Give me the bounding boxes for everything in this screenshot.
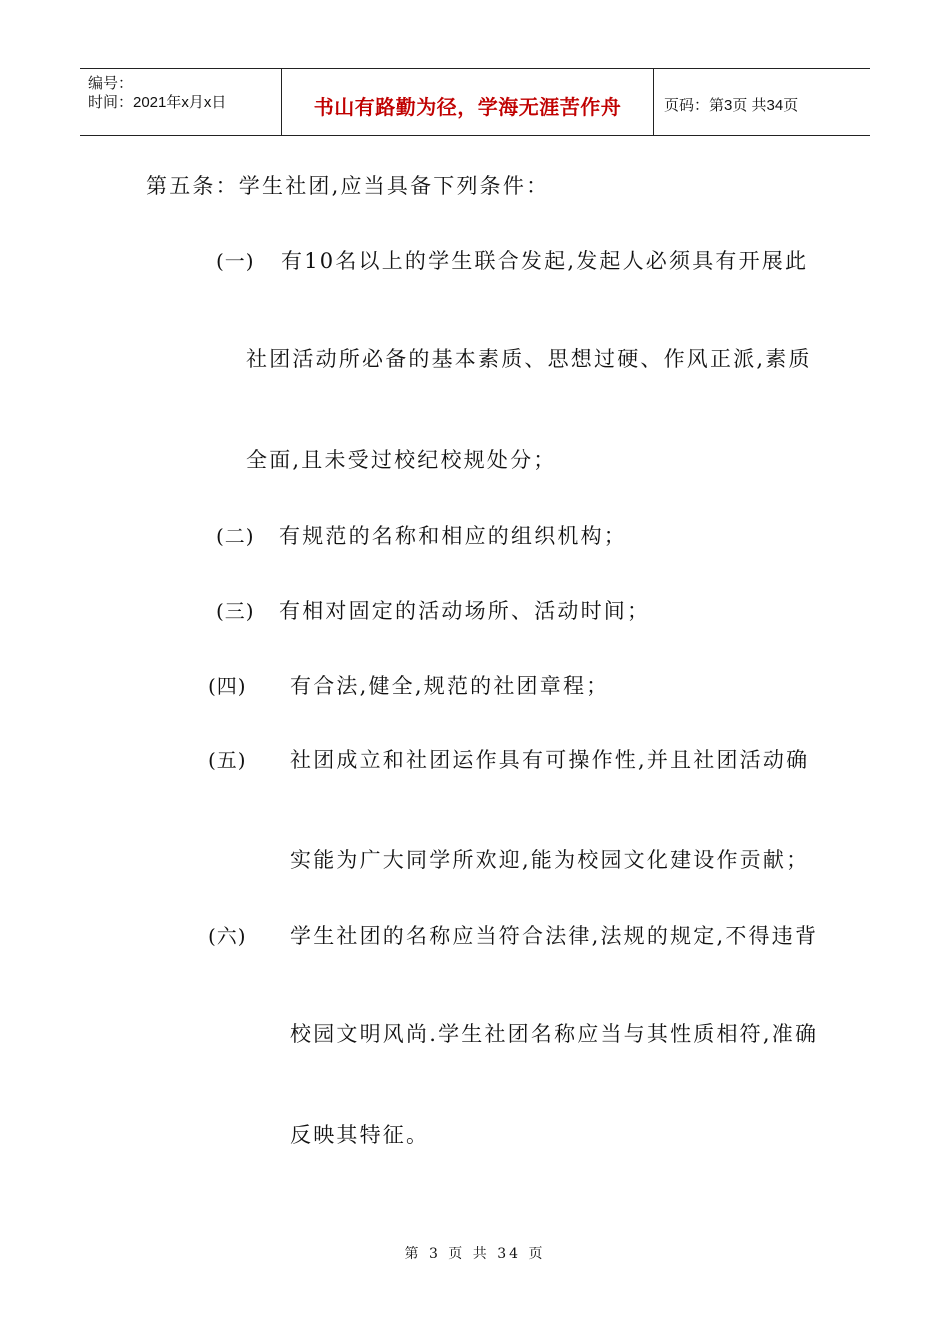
header-meta-cell [80, 69, 282, 135]
header-motto: 书山有路勤为径，学海无涯苦作舟 [313, 94, 622, 119]
item-text-line: 社团活动所必备的基本素质、思想过硬、作风正派,素质 [246, 347, 812, 371]
article-heading: 第五条：学生社团,应当具备下列条件： [146, 174, 550, 198]
item-marker: (一) [216, 249, 255, 273]
item-text-line: 有合法,健全,规范的社团章程； [290, 674, 610, 698]
item-text-line: 实能为广大同学所欢迎,能为校园文化建设作贡献； [290, 848, 810, 872]
header-page-cell [654, 69, 870, 135]
item-marker: (三) [216, 599, 255, 623]
document-date-label: 时间：2021年x月x日 [88, 94, 227, 111]
item-text-line: 有相对固定的活动场所、活动时间； [279, 599, 651, 623]
item-text-line: 反映其特征。 [290, 1123, 430, 1147]
item-marker: (四) [208, 674, 247, 698]
page-footer: 第 3 页 共 34 页 [404, 1246, 546, 1262]
item-text-line: 有10名以上的学生联合发起,发起人必须具有开展此 [281, 249, 809, 273]
item-marker: (二) [216, 524, 255, 548]
item-text-line: 全面,且未受过校纪校规处分； [246, 448, 557, 472]
header-page-code: 页码：第3页 共34页 [664, 96, 799, 114]
item-text-line: 校园文明风尚.学生社团名称应当与其性质相符,准确 [290, 1022, 819, 1046]
item-text-line: 有规范的名称和相应的组织机构； [279, 524, 627, 548]
document-number-label: 编号： [88, 75, 134, 92]
item-text-line: 学生社团的名称应当符合法律,法规的规定,不得违背 [290, 924, 819, 948]
item-marker: (六) [208, 924, 247, 948]
header-motto-cell [282, 69, 654, 135]
item-marker: (五) [208, 748, 247, 772]
item-text-line: 社团成立和社团运作具有可操作性,并且社团活动确 [290, 748, 810, 772]
document-header [80, 68, 870, 136]
